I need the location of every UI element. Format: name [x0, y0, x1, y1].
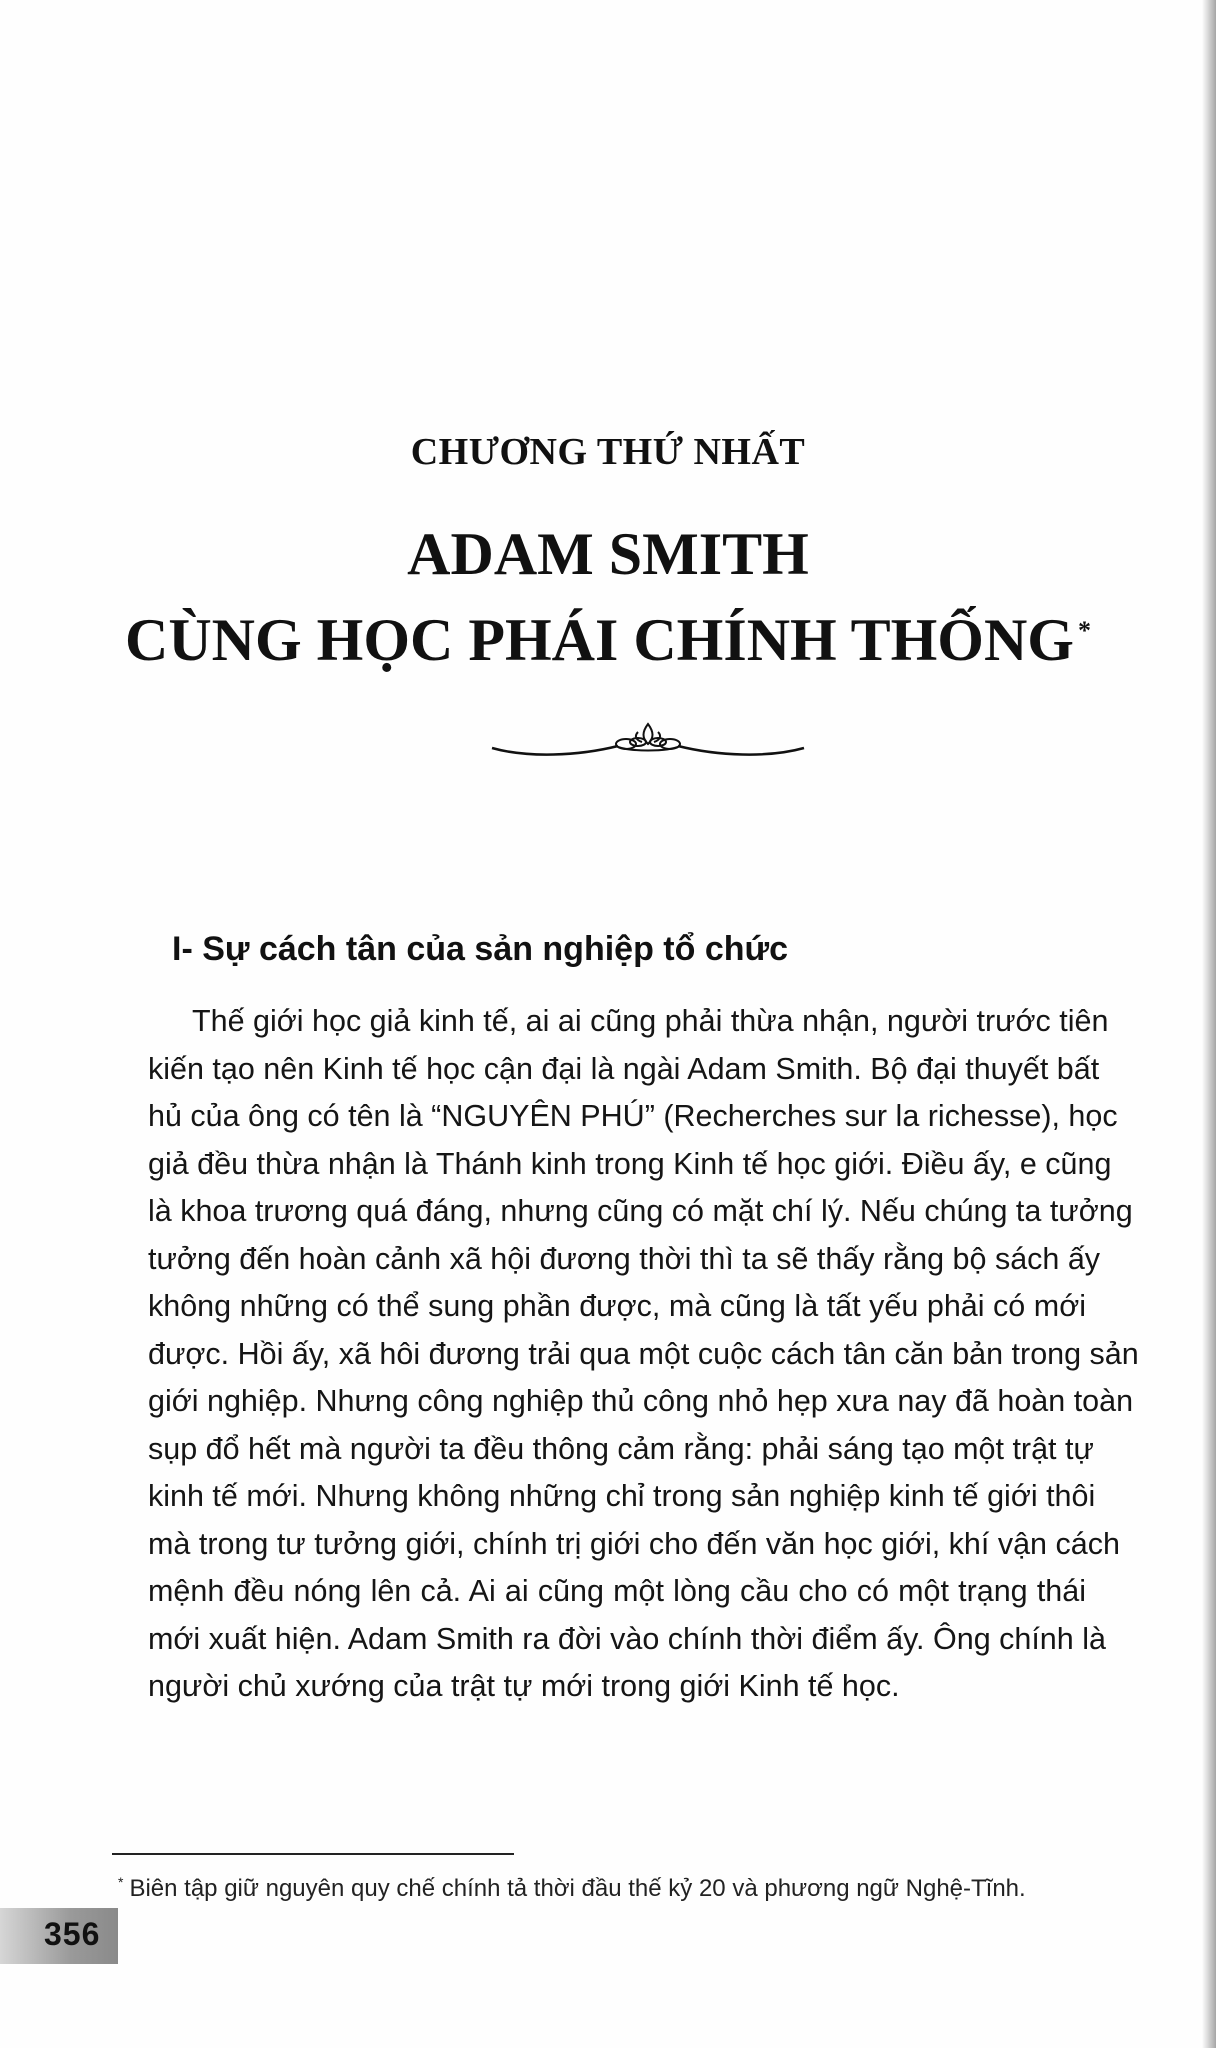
body-line: không những có thể sung phần được, mà cũng là tất yếu phải có mới: [148, 1289, 1086, 1323]
body-line: mới xuất hiện. Adam Smith ra đời vào chính thời điểm ấy. Ông chính là: [148, 1621, 1106, 1656]
body-line: người chủ xướng của trật tự mới trong giới Kinh tế học.: [148, 1669, 900, 1703]
body-paragraph: [148, 998, 1139, 1711]
body-line: mệnh đều nóng lên cả. Ai ai cũng một lòng cầu cho có một trạng thái: [148, 1574, 1086, 1608]
page-edge-shadow: [1202, 0, 1216, 2048]
body-line: Thế giới học giả kinh tế, ai ai cũng phải thừa nhận, người trước tiên: [192, 1004, 1109, 1038]
title-footnote-marker: *: [1077, 616, 1091, 645]
body-line: kiến tạo nên Kinh tế học cận đại là ngài Adam Smith. Bộ đại thuyết bất: [148, 1051, 1100, 1086]
footnote-divider: [112, 1853, 514, 1855]
flourish-divider-icon: [488, 712, 808, 768]
chapter-title-line-1: ADAM SMITH: [407, 521, 809, 587]
body-line: hủ của ông có tên là “NGUYÊN PHÚ” (Recherches sur la richesse), học: [148, 1099, 1118, 1133]
chapter-title-line-2: [0, 606, 1216, 675]
chapter-label: CHƯƠNG THỨ NHẤT: [410, 431, 806, 473]
section-heading: I- Sự cách tân của sản nghiệp tổ chức: [172, 930, 789, 968]
body-line: được. Hồi ấy, xã hôi đương trải qua một cuộc cách tân căn bản trong sản: [148, 1336, 1139, 1371]
chapter-title-line-2-text: CÙNG HỌC PHÁI CHÍNH THỐNG: [125, 607, 1074, 673]
body-line: là khoa trương quá đáng, nhưng cũng có mặt chí lý. Nếu chúng ta tưởng: [148, 1194, 1133, 1228]
body-line: tưởng đến hoàn cảnh xã hội đương thời thì ta sẽ thấy rằng bộ sách ấy: [148, 1241, 1101, 1276]
footnote-marker: *: [118, 1874, 124, 1890]
body-line: sụp đổ hết mà người ta đều thông cảm rằng: phải sáng tạo một trật tự: [148, 1431, 1094, 1466]
body-line: giới nghiệp. Nhưng công nghiệp thủ công nhỏ hẹp xưa nay đã hoàn toàn: [148, 1384, 1134, 1418]
footnote-text: Biên tập giữ nguyên quy chế chính tả thời đầu thế kỷ 20 và phương ngữ Nghệ-Tĩnh.: [129, 1875, 1026, 1902]
body-line: mà trong tư tưởng giới, chính trị giới cho đến văn học giới, khí vận cách: [148, 1526, 1120, 1561]
body-line: kinh tế mới. Nhưng không những chỉ trong sản nghiệp kinh tế giới thôi: [148, 1479, 1096, 1513]
page-number: 356: [44, 1916, 101, 1952]
footnote: [118, 1874, 1026, 1903]
body-line: giả đều thừa nhận là Thánh kinh trong Kinh tế học giới. Điều ấy, e cũng: [148, 1146, 1112, 1181]
